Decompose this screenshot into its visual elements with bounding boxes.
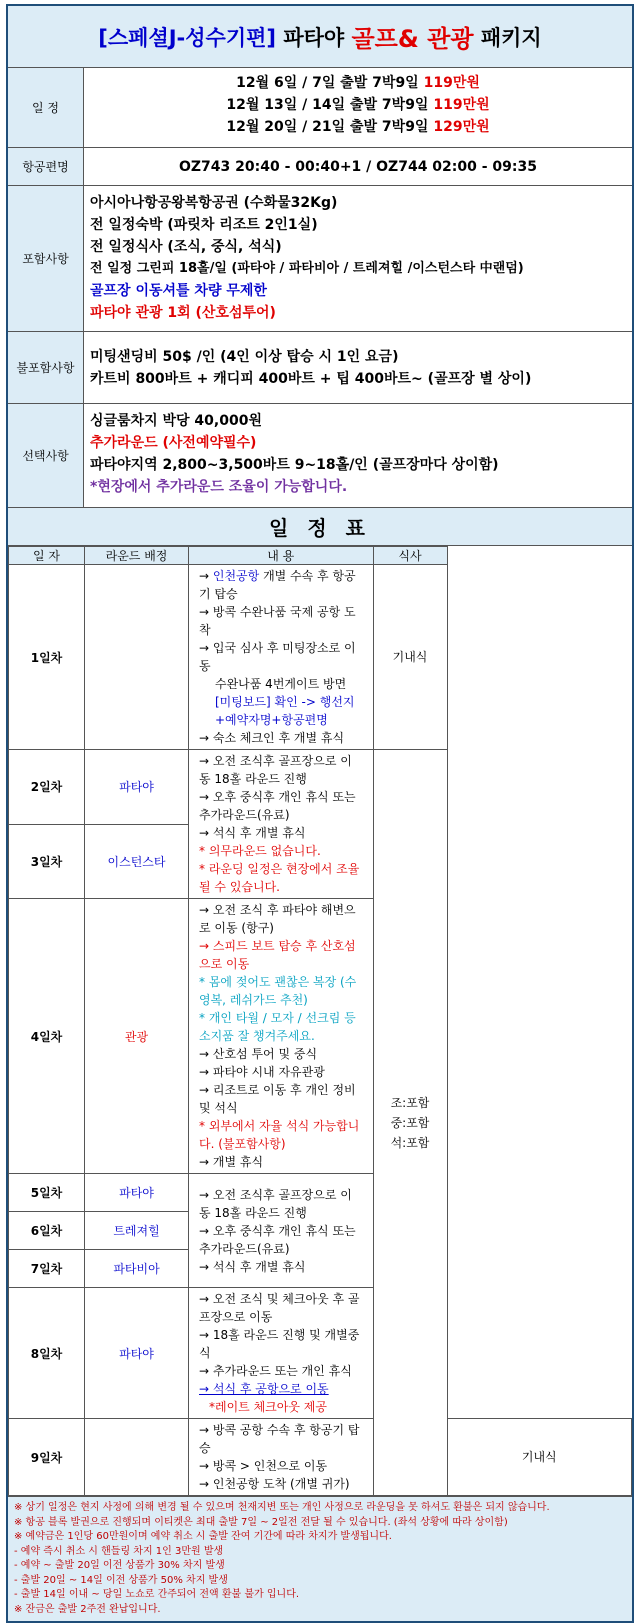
optional-label: 선택사항 [8,404,84,507]
content-cell: → 오전 조식 및 체크아웃 후 골프장으로 이동 → 18홀 라운드 진행 및 개별중식 → 추가라운드 또는 개인 휴식 → 석식 후 공항으로 이동 *레이트 체크아웃 제공 [189,1288,374,1419]
excluded-content [84,332,632,403]
day-cell: 4일차 [9,899,85,1174]
flight-text: OZ743 20:40 - 00:40+1 / OZ744 02:00 - 09:35 [178,158,537,175]
included-item: 전 일정 그린피 18홀/일 (파타야 / 파타비아 / 트레져힐 /이스턴스타 中랜덤) [90,261,524,276]
header-meal: 식사 [373,547,447,565]
optional-item: 추가라운드 (사전예약필수) [90,435,257,451]
note-line: - 출발 20일 ~ 14일 이전 상품가 50% 차지 발생 [14,1574,228,1586]
day-cell: 5일차 [9,1174,85,1212]
content-cell: → 인천공항 개별 수속 후 항공기 탑승 → 방콕 수완나품 국제 공항 도착 → 입국 심사 후 미팅장소로 이동 수완나품 4번게이트 방면 [미팅보드] 확인 -> 행선지 +예약자명+항공편명 → 숙소 체크인 후 개별 휴식 [189,565,374,750]
content-cell: → 방콕 공항 수속 후 항공기 탑승 → 방콕 > 인천으로 이동 → 인천공항 도착 (개별 귀가) [189,1419,374,1496]
note-line: - 예약 즉시 취소 시 핸들링 차지 1인 3만원 발생 [14,1545,224,1557]
note-line: ※ 상기 일정은 현지 사정에 의해 변경 될 수 있으며 천재지변 또는 개인 사정으로 라운딩을 못 하셔도 환불은 되지 않습니다. [14,1502,550,1513]
optional-item: *현장에서 추가라운드 조율이 가능합니다. [90,479,348,495]
date-line: 12월 20일 / 21일 출발 7박9일 129만원 [226,119,490,135]
table-row [9,565,632,750]
round-cell: 파타야 [85,1174,189,1212]
day-cell: 9일차 [9,1419,85,1496]
date-line: 12월 6일 / 7일 출발 7박9일 119만원 [236,75,480,91]
itinerary-table [8,546,632,1496]
day-cell: 7일차 [9,1250,85,1288]
meal-cell: 기내식 [373,565,447,750]
note-line: - 예약 ~ 출발 20일 이전 상품가 30% 차지 발생 [14,1560,225,1571]
title-suffix: 패키지 [480,25,542,50]
content-cell: → 오전 조식 후 파타야 해변으로 이동 (항구) → 스피드 보트 탑승 후 산호섬으로 이동 * 몸에 젖어도 괜찮은 복장 (수영복, 레쉬가드 추천) * 개인 타월 / 모자 / 선크림 등 소지품 잘 챙겨주세요. → 산호섬 투어 및 중식 → 파타야 시내 자유관광 → 리조트로 이동 후 개인 정비 및 석식 * 외부에서 자율 석식 가능합니다. (불포함사항) → 개별 휴식 [189,899,374,1174]
content-cell: → 오전 조식후 골프장으로 이동 18홀 라운드 진행 → 오후 중식후 개인 휴식 또는 추가라운드(유료) → 석식 후 개별 휴식 [189,1174,374,1288]
included-item: 아시아나항공왕복항공권 (수화물32Kg) [90,195,338,211]
optional-row [8,404,632,508]
meal-cell: 기내식 [447,1419,632,1496]
flight-row [8,148,632,186]
excluded-row [8,332,632,404]
table-row [9,899,632,1174]
included-content [84,186,632,331]
title-prefix: [스페셜J-성수기편] [98,25,277,50]
note-line: ※ 항공 블록 발권으로 진행되며 이티켓은 최대 출발 7일 ~ 2일전 전달 될 수 있습니다. (좌석 상황에 따라 상이함) [14,1516,508,1528]
round-cell: 파타야 [85,750,189,825]
round-cell: 관광 [85,899,189,1174]
date-line: 12월 13일 / 14일 출발 7박9일 119만원 [226,97,490,113]
table-row [9,1174,632,1212]
excluded-label: 불포함사항 [8,332,84,403]
day-cell: 2일차 [9,750,85,825]
included-item: 전 일정숙박 (파릿차 리조트 2인1실) [90,217,318,233]
optional-content [84,404,632,507]
note-line: - 출발 14일 이내 ~ 당일 노쇼로 간주되어 전액 환불 불가 입니다. [14,1589,300,1600]
round-cell: 트레져힐 [85,1212,189,1250]
included-item: 전 일정식사 (조식, 중식, 석식) [90,239,282,255]
round-cell: 파타비아 [85,1250,189,1288]
meal-cell: 조:포함 중:포함 석:포함 [373,750,447,1496]
package-sheet [6,4,634,1623]
title-accent: 골프& 관광 [351,25,474,53]
optional-item: 파타야지역 2,800~3,500바트 9~18홀/인 (골프장마다 상이함) [90,457,499,473]
table-row [9,750,632,825]
day-cell: 3일차 [9,824,85,899]
table-row [9,1419,632,1496]
excluded-item: 미팅샌딩비 50$ /인 (4인 이상 탑승 시 1인 요금) [90,349,399,365]
excluded-item: 카트비 800바트 + 캐디피 400바트 + 팁 400바트~ (골프장 별 상이) [90,371,532,387]
itinerary-header-row [9,547,632,565]
day-cell: 8일차 [9,1288,85,1419]
itinerary-title: 일 정 표 [8,508,632,546]
included-shuttle: 골프장 이동셔틀 차량 무제한 [90,283,267,299]
round-cell [85,1419,189,1496]
included-label: 포함사항 [8,186,84,331]
table-row [9,1288,632,1419]
day-cell: 6일차 [9,1212,85,1250]
content-cell: → 오전 조식후 골프장으로 이동 18홀 라운드 진행 → 오후 중식후 개인 휴식 또는 추가라운드(유료) → 석식 후 개별 휴식 * 의무라운드 없습니다. * 라운딩 일정은 현장에서 조율될 수 있습니다. [189,750,374,899]
included-row [8,186,632,332]
header-round: 라운드 배정 [85,547,189,565]
dates-label: 일 정 [8,68,84,147]
dates-content [84,68,632,147]
day-cell: 1일차 [9,565,85,750]
note-line: ※ 예약금은 1인당 60만원이며 예약 취소 시 출발 잔여 기간에 따라 차지가 발생됩니다. [14,1531,392,1542]
header-day: 일 자 [9,547,85,565]
round-cell: 파타야 [85,1288,189,1419]
flight-label: 항공편명 [8,148,84,185]
page-title [8,6,632,68]
dates-row [8,68,632,148]
round-cell [85,565,189,750]
note-line: ※ 잔금은 출발 2주전 완납입니다. [14,1603,161,1615]
title-middle: 파타야 [283,25,345,50]
round-cell: 이스턴스타 [85,824,189,899]
notes-section [8,1496,632,1621]
included-tour: 파타야 관광 1회 (산호섬투어) [90,305,276,321]
header-content: 내 용 [189,547,374,565]
optional-item: 싱글룸차지 박당 40,000원 [90,413,262,429]
